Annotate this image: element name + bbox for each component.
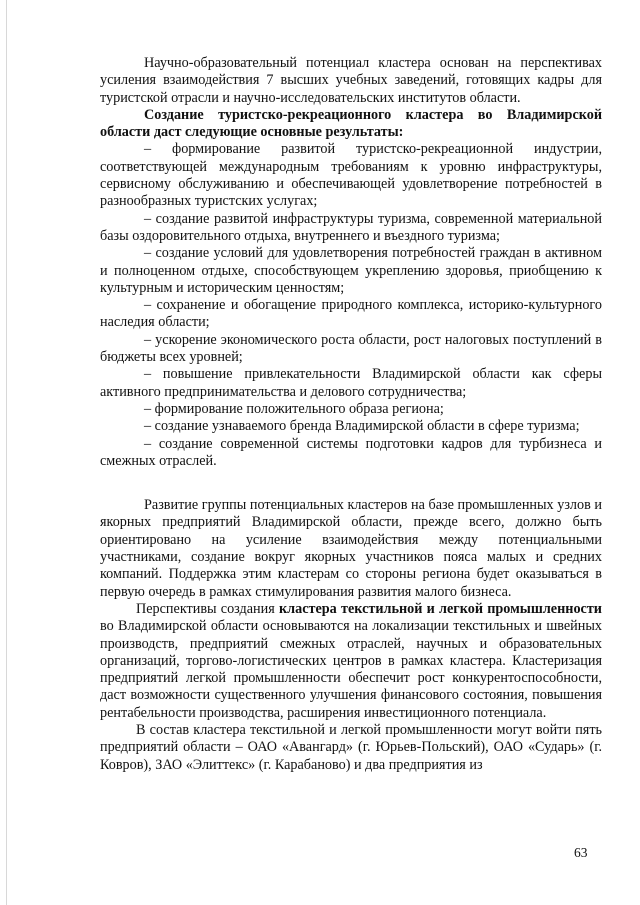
result-item-2: – создание развитой инфраструктуры туризма, современной материальной базы оздоровительного отдыха, внутреннего и въездного туризма; xyxy=(100,210,602,244)
page-body xyxy=(100,55,602,774)
result-item-4: – сохранение и обогащение природного комплекса, историко-культурного наследия области; xyxy=(100,297,602,331)
results-heading: Создание туристско-рекреационного кластера во Владимирской области даст следующие основные результаты: xyxy=(100,106,602,141)
textile-paragraph-end: во Владимирской области основываются на локализации текстильных и швейных производств, предприятий смежных отраслей, научных и образовательных организаций, торгово-логистических центров в рамках кластера. Кластеризация предприятий легкой промышленности обеспечит рост конкурентоспособности, даст возможности существенного улучшения финансового состояния, повышения рентабельности производства, расширения инвестиционного потенциала. xyxy=(100,618,602,721)
result-item-7: – формирование положительного образа региона; xyxy=(144,400,444,417)
paragraph-scientific-potential: Научно-образовательный потенциал кластера основан на перспективах усиления взаимодействия 7 высших учебных заведений, готовящих кадры для туристской отрасли и научно-исследовательских институтов области. xyxy=(100,55,602,106)
paragraph-industrial-clusters: Развитие группы потенциальных кластеров на базе промышленных узлов и якорных предприятий Владимирской области, прежде всего, должно быть ориентировано на усиление взаимодействия между потенциальными участниками, создание вокруг якорных участников пояса малых и средних компаний. Поддержка этим кластерам со стороны региона будет оказываться в первую очередь в рамках стимулирования развития малого бизнеса. xyxy=(100,497,602,600)
paragraph-textile-cluster xyxy=(100,601,602,722)
textile-cluster-bold-term: кластера текстильной и легкой промышленности xyxy=(278,600,602,617)
textile-paragraph-start: Перспективы создания xyxy=(136,600,279,617)
page-number: 63 xyxy=(574,845,588,860)
result-item-9: – создание современной системы подготовки кадров для турбизнеса и смежных отраслей. xyxy=(100,435,602,469)
result-item-6: – повышение привлекательности Владимирской области как сферы активного предпринимательства и делового сотрудничества; xyxy=(100,366,602,400)
result-item-1: – формирование развитой туристско-рекреационной индустрии, соответствующей международным требованиям к уровню инфраструктуры, сервисному обслуживанию и обеспечивающей удовлетворение потребностей в разнообразных туристских услугах; xyxy=(100,141,602,210)
result-item-3: – создание условий для удовлетворения потребностей граждан в активном и полноценном отдыхе, способствующем укреплению здоровья, приобщению к культурным и историческим ценностям; xyxy=(100,245,602,296)
paragraph-gap xyxy=(100,470,602,497)
result-item-8: – создание узнаваемого бренда Владимирской области в сфере туризма; xyxy=(144,418,580,435)
result-item-5: – ускорение экономического роста области, рост налоговых поступлений в бюджеты всех уровней; xyxy=(100,331,602,366)
paragraph-cluster-members: В состав кластера текстильной и легкой промышленности могут войти пять предприятий области – ОАО «Авангард» (г. Юрьев-Польский), ОАО «Сударь» (г. Ковров), ЗАО «Элиттекс» (г. Карабаново) и два предприятия из xyxy=(100,721,602,773)
scan-edge-line xyxy=(6,0,7,905)
